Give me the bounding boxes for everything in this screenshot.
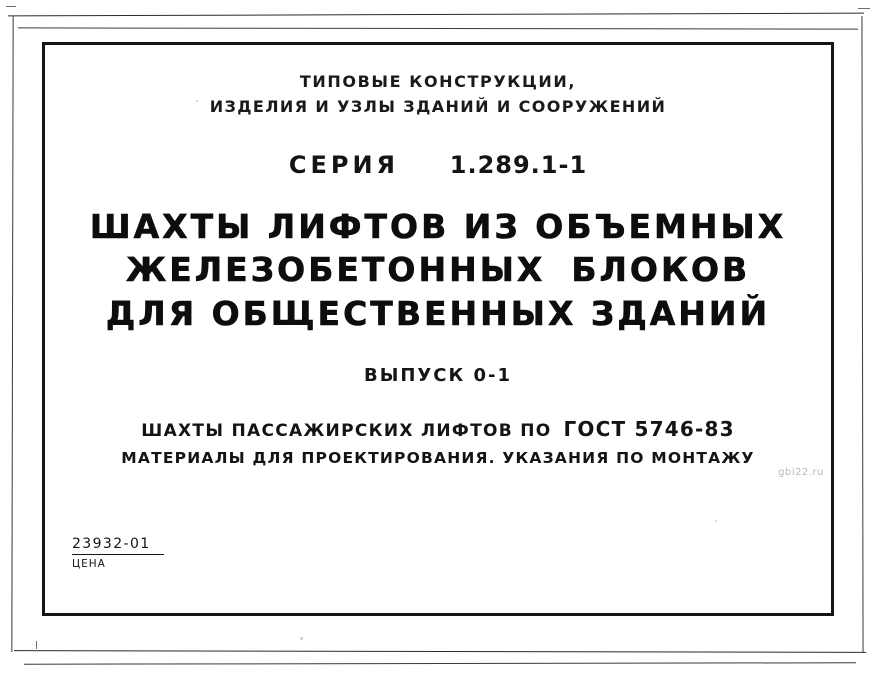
series-label: СЕРИЯ (288, 150, 400, 179)
scan-mark-bottom-left (36, 641, 37, 649)
title-line-2 (72, 248, 804, 292)
document-header (72, 70, 804, 120)
paper-edge-top-secondary (18, 27, 858, 29)
description-line-1 (72, 413, 804, 446)
paper-edge-bottom (14, 650, 866, 653)
paper-edge-right (861, 16, 863, 652)
watermark-text: gbi22.ru (778, 467, 824, 478)
scan-speck-1 (300, 637, 303, 640)
header-line-2: ИЗДЕЛИЯ И УЗЛЫ ЗДАНИЙ И СООРУЖЕНИЙ (209, 96, 667, 116)
paper-edge-top (8, 13, 864, 17)
title-line-3: ДЛЯ ОБЩЕСТВЕННЫХ ЗДАНИЙ (105, 293, 771, 333)
issue-label: ВЫПУСК 0-1 (363, 365, 513, 387)
title-line-2-part-1: ЖЕЛЕЗОБЕТОННЫХ (125, 250, 546, 290)
scan-mark-top-right (858, 8, 870, 9)
paper-edge-left (11, 16, 13, 652)
standard-reference: ГОСТ 5746-83 (563, 417, 735, 442)
footer-code-block (72, 533, 164, 570)
series-number: 1.289.1-1 (449, 150, 588, 179)
title-line-2-part-2: БЛОКОВ (571, 250, 751, 290)
title-page-content (42, 42, 834, 616)
document-code: 23932-01 (72, 536, 164, 555)
scan-mark-top-left (6, 6, 16, 7)
title-line-1: ШАХТЫ ЛИФТОВ ИЗ ОБЪЕМНЫХ (89, 206, 787, 246)
series-line (72, 151, 804, 179)
price-label: ЦЕНА (72, 558, 106, 570)
header-line-1: ТИПОВЫЕ КОНСТРУКЦИИ, (299, 72, 577, 91)
paper-edge-bottom-secondary (24, 662, 856, 664)
document-description (72, 413, 804, 472)
description-prefix: ШАХТЫ ПАССАЖИРСКИХ ЛИФТОВ ПО (141, 421, 552, 442)
page-title (72, 205, 804, 336)
description-line-2: МАТЕРИАЛЫ ДЛЯ ПРОЕКТИРОВАНИЯ. УКАЗАНИЯ ПО МОНТАЖУ (121, 449, 755, 468)
